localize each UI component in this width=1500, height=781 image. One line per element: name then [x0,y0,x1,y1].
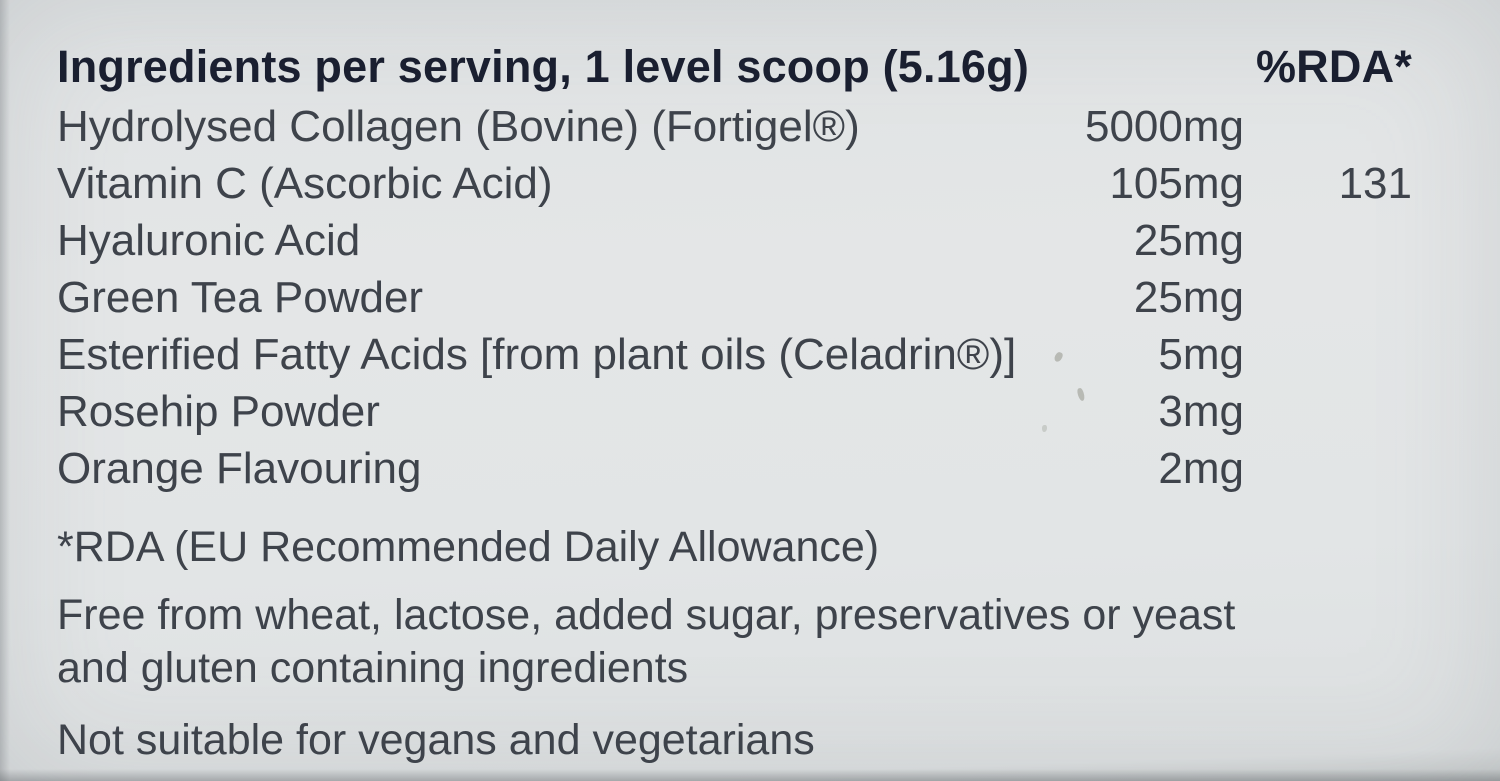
ingredients-panel [0,36,1500,768]
ingredient-amount: 3mg [1158,387,1244,436]
ingredient-name: Vitamin C (Ascorbic Acid) [57,159,553,208]
photo-bottom-shadow [0,769,1500,781]
suitability-note: Not suitable for vegans and vegetarians [57,716,815,764]
photo-edge-shadow [0,0,10,781]
ingredient-amount: 25mg [1133,216,1244,265]
ingredient-name: Esterified Fatty Acids [from plant oils (Celadrin®)] [57,330,1017,379]
free-from-line-2: and gluten containing ingredients [57,644,689,692]
ingredient-row [57,98,1412,155]
ingredient-row [57,155,1412,212]
ingredient-name: Hydrolysed Collagen (Bovine) (Fortigel®) [57,102,860,151]
free-from-line-1: Free from wheat, lactose, added sugar, preservatives or yeast [57,591,1236,639]
ingredient-rda: 131 [1338,159,1412,208]
rda-footnote: *RDA (EU Recommended Daily Allowance) [57,523,880,571]
rda-column-header: %RDA* [1255,41,1412,92]
ingredient-name: Rosehip Powder [57,387,380,436]
free-from-note [57,589,1412,695]
ingredient-amount: 5mg [1158,330,1244,379]
ingredient-amount: 2mg [1158,444,1244,493]
ingredient-name: Green Tea Powder [57,273,424,322]
ingredient-row [57,440,1412,497]
ingredient-row [57,383,1412,440]
ingredient-row [57,326,1412,383]
ingredient-row [57,269,1412,326]
panel-title: Ingredients per serving, 1 level scoop (5.16g) [57,41,1030,92]
ingredient-name: Orange Flavouring [57,444,422,493]
ingredient-amount: 25mg [1133,273,1244,322]
ingredient-amount: 5000mg [1084,102,1244,151]
panel-header-row [57,36,1412,98]
ingredient-row [57,212,1412,269]
ingredient-amount: 105mg [1109,159,1244,208]
ingredient-name: Hyaluronic Acid [57,216,361,265]
